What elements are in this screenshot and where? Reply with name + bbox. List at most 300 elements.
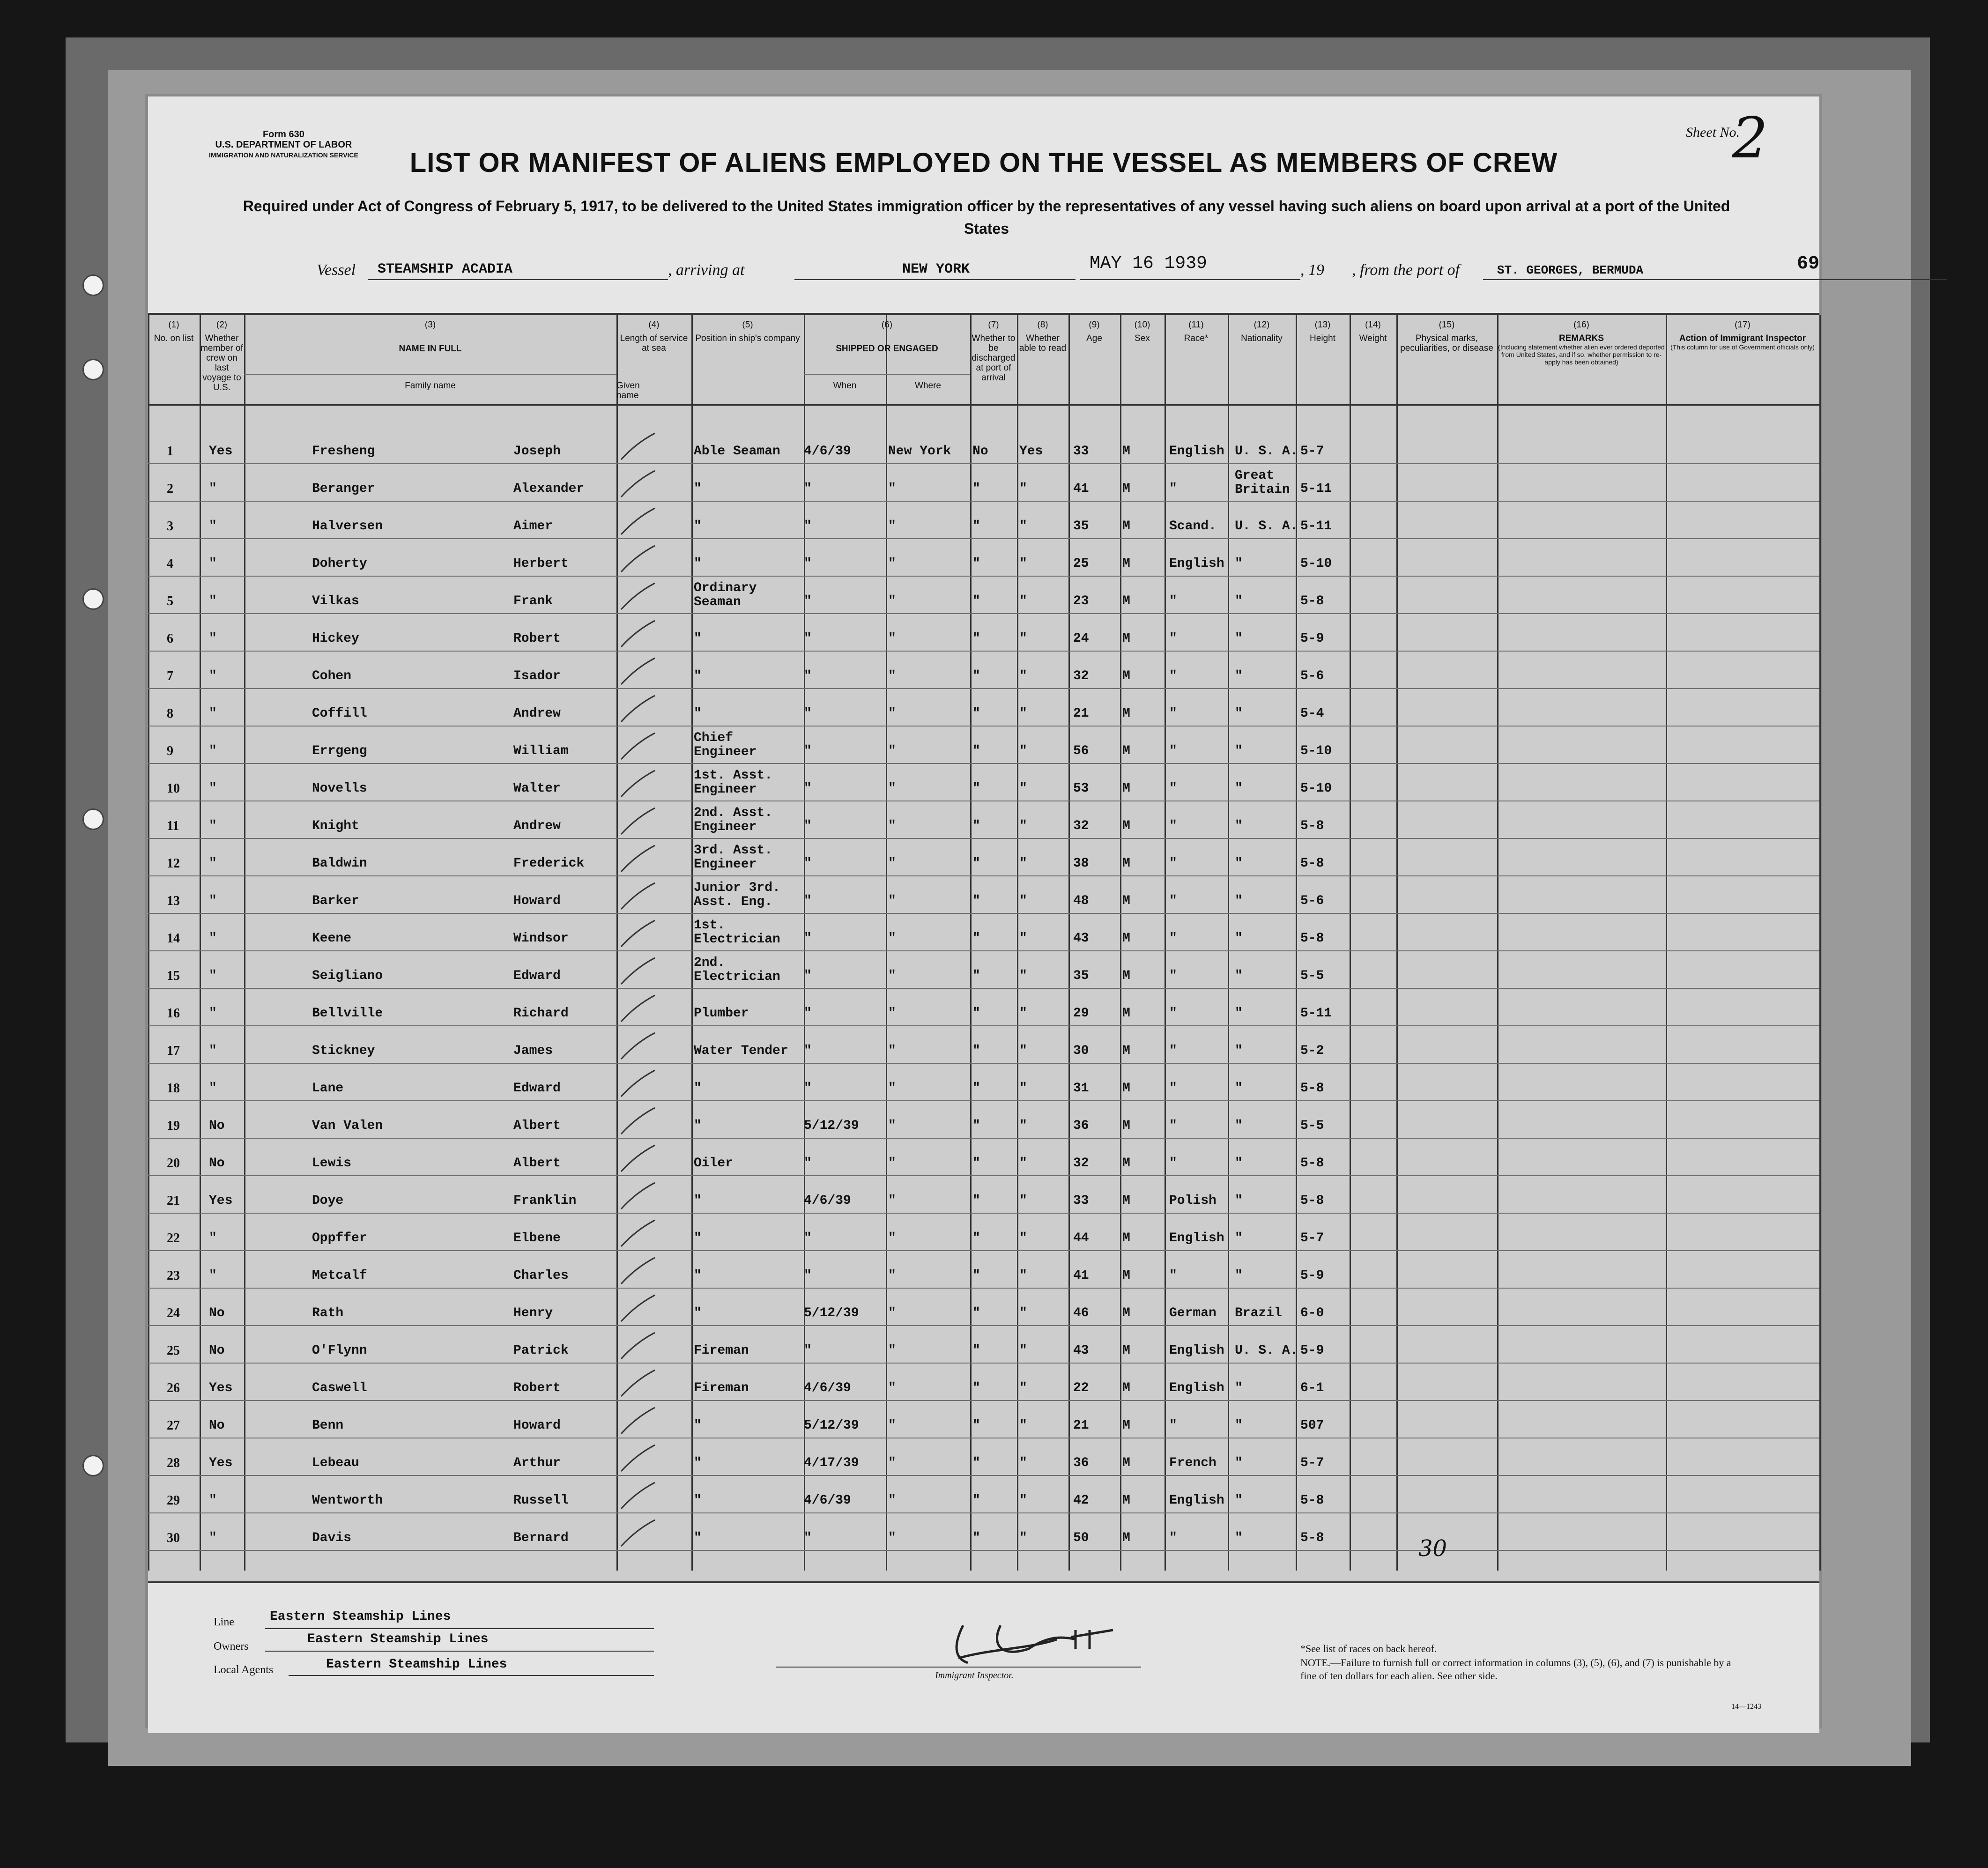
cell-when: 4/6/39 <box>804 1193 851 1208</box>
cell-where: " <box>888 556 896 571</box>
crew-row <box>148 652 1819 690</box>
cell-where: " <box>888 1531 896 1545</box>
cell-last: No <box>209 1156 225 1171</box>
underline <box>1080 279 1300 280</box>
column-header <box>244 320 616 354</box>
cell-age: 44 <box>1073 1231 1089 1245</box>
fine-note: NOTE.—Failure to furnish full or correct information in columns (3), (5), (6), and (7) is punishable by a fine of ten dollars for each alien. See other side. <box>1300 1657 1731 1682</box>
cell-race: " <box>1169 931 1177 946</box>
cell-last: " <box>209 1268 217 1283</box>
cell-read: " <box>1019 1081 1027 1096</box>
check-mark <box>616 1442 659 1475</box>
from-port: ST. GEORGES, BERMUDA <box>1497 263 1644 277</box>
check-mark <box>616 1067 659 1100</box>
column-number: (17) <box>1735 320 1751 330</box>
cell-position: 1st. Asst. Engineer <box>694 768 773 797</box>
cell-position: " <box>694 669 702 683</box>
cell-no: 9 <box>167 744 173 758</box>
check-mark <box>616 1142 659 1175</box>
column-note: (Including statement whether alien ever ordered deported from United States, and if so, whether permission to re-apply has been obtained) <box>1498 343 1665 366</box>
cell-nationality: Great Britain <box>1235 468 1290 497</box>
cell-family: Halversen <box>312 519 383 534</box>
check-mark <box>616 1255 659 1288</box>
cell-family: Oppffer <box>312 1231 367 1245</box>
crew-row <box>148 1065 1819 1102</box>
cell-read: " <box>1019 1231 1027 1245</box>
cell-no: 20 <box>167 1156 180 1171</box>
cell-read: " <box>1019 1493 1027 1508</box>
cell-read: " <box>1019 1119 1027 1133</box>
cell-given: Frederick <box>513 856 585 871</box>
underline <box>265 1651 654 1652</box>
cell-discharged: " <box>972 931 980 946</box>
cell-no: 3 <box>167 519 173 534</box>
cell-no: 13 <box>167 894 180 908</box>
column-label: Whether able to read <box>1019 334 1067 353</box>
cell-sex: M <box>1122 856 1130 871</box>
cell-read: " <box>1019 482 1027 496</box>
cell-position: Water Tender <box>694 1044 788 1058</box>
cell-last: " <box>209 894 217 908</box>
cell-position: " <box>694 556 702 571</box>
cell-nationality: " <box>1235 1193 1243 1208</box>
cell-sex: M <box>1122 1156 1130 1171</box>
cell-no: 28 <box>167 1456 180 1470</box>
cell-discharged: " <box>972 1381 980 1395</box>
cell-last: " <box>209 556 217 571</box>
arriving-label: , arriving at <box>668 261 745 279</box>
cell-when: " <box>804 669 812 683</box>
crew-row <box>148 1514 1819 1552</box>
cell-sex: M <box>1122 519 1130 534</box>
check-mark <box>616 1367 659 1400</box>
cell-race: " <box>1169 669 1177 683</box>
cell-no: 15 <box>167 969 180 983</box>
cell-given: Henry <box>513 1306 553 1320</box>
cell-nationality: " <box>1235 594 1243 608</box>
cell-when: " <box>804 1231 812 1245</box>
cell-discharged: " <box>972 631 980 646</box>
cell-no: 14 <box>167 931 180 946</box>
check-mark <box>616 805 659 838</box>
cell-when: " <box>804 744 812 758</box>
crew-row <box>148 915 1819 952</box>
cell-discharged: " <box>972 594 980 608</box>
cell-age: 21 <box>1073 1418 1089 1433</box>
crew-row <box>148 1290 1819 1327</box>
crew-row <box>148 765 1819 802</box>
cell-family: Keene <box>312 931 352 946</box>
cell-discharged: " <box>972 669 980 683</box>
arrival-port: NEW YORK <box>902 261 970 277</box>
crew-row <box>148 540 1819 578</box>
cell-position: " <box>694 1193 702 1208</box>
cell-family: Coffill <box>312 706 367 721</box>
cell-discharged: " <box>972 1081 980 1096</box>
cell-discharged: " <box>972 1231 980 1245</box>
cell-height: 5-5 <box>1300 969 1324 983</box>
cell-given: Richard <box>513 1006 569 1021</box>
cell-where: " <box>888 706 896 721</box>
column-number: (9) <box>1089 320 1100 330</box>
cell-given: Andrew <box>513 706 561 721</box>
arrival-date-stamp: MAY 16 1939 <box>1090 253 1207 274</box>
cell-sex: M <box>1122 1081 1130 1096</box>
form-code: 14—1243 <box>1731 1703 1761 1711</box>
cell-height: 5-8 <box>1300 819 1324 833</box>
service-name: IMMIGRATION AND NATURALIZATION SERVICE <box>209 151 358 159</box>
column-subheader: When <box>833 381 857 391</box>
cell-sex: M <box>1122 556 1130 571</box>
cell-when: " <box>804 819 812 833</box>
check-mark <box>616 993 659 1025</box>
cell-read: " <box>1019 781 1027 796</box>
cell-age: 35 <box>1073 969 1089 983</box>
cell-sex: M <box>1122 669 1130 683</box>
check-mark <box>616 918 659 950</box>
cell-sex: M <box>1122 969 1130 983</box>
cell-age: 35 <box>1073 519 1089 534</box>
cell-discharged: " <box>972 969 980 983</box>
year-label: , 19 <box>1300 261 1324 279</box>
column-label: Action of Immigrant Inspector <box>1679 334 1806 343</box>
cell-where: " <box>888 1381 896 1395</box>
cell-read: " <box>1019 1531 1027 1545</box>
cell-where: " <box>888 1081 896 1096</box>
cell-discharged: " <box>972 856 980 871</box>
cell-position: Able Seaman <box>694 444 780 459</box>
cell-race: " <box>1169 894 1177 908</box>
column-header <box>691 320 804 343</box>
cell-family: Van Valen <box>312 1119 383 1133</box>
form-number: Form 630 <box>262 129 304 140</box>
cell-race: English <box>1169 1343 1224 1358</box>
cell-discharged: " <box>972 819 980 833</box>
column-number: (1) <box>168 320 179 330</box>
cell-last: " <box>209 1231 217 1245</box>
column-header <box>616 320 691 353</box>
cell-discharged: " <box>972 1306 980 1320</box>
cell-where: " <box>888 744 896 758</box>
cell-when: 4/6/39 <box>804 1381 851 1395</box>
column-label: Sex <box>1135 334 1150 343</box>
cell-nationality: U. S. A. <box>1235 1343 1298 1358</box>
cell-position: 2nd. Electrician <box>694 956 780 984</box>
cell-nationality: " <box>1235 856 1243 871</box>
cell-race: " <box>1169 969 1177 983</box>
cell-when: " <box>804 856 812 871</box>
cell-no: 8 <box>167 706 173 721</box>
cell-when: " <box>804 1044 812 1058</box>
cell-where: " <box>888 1456 896 1470</box>
cell-sex: M <box>1122 706 1130 721</box>
cell-height: 5-7 <box>1300 1456 1324 1470</box>
cell-position: " <box>694 1119 702 1133</box>
cell-discharged: " <box>972 556 980 571</box>
cell-family: Doye <box>312 1193 344 1208</box>
cell-read: Yes <box>1019 444 1043 459</box>
cell-when: " <box>804 631 812 646</box>
cell-last: " <box>209 969 217 983</box>
manifest-subtitle: Required under Act of Congress of February 5, 1917, to be delivered to the United States immigration officer by the representatives of any vessel having such aliens on board upon arrival at a port of the United States <box>243 198 1730 237</box>
underline <box>265 1628 654 1629</box>
underline <box>794 279 1076 280</box>
cell-nationality: " <box>1235 969 1243 983</box>
cell-last: Yes <box>209 1456 233 1470</box>
cell-nationality: " <box>1235 631 1243 646</box>
cell-height: 5-8 <box>1300 931 1324 946</box>
manifest-header <box>148 96 1819 315</box>
sheet-number-label: Sheet No. <box>1686 125 1740 140</box>
column-header <box>148 320 200 343</box>
cell-position: Fireman <box>694 1381 749 1395</box>
cell-age: 21 <box>1073 706 1089 721</box>
crew-row <box>148 1140 1819 1177</box>
cell-no: 1 <box>167 444 173 459</box>
cell-family: Vilkas <box>312 594 359 608</box>
check-mark <box>616 955 659 988</box>
cell-height: 6-0 <box>1300 1306 1324 1320</box>
cell-last: " <box>209 1081 217 1096</box>
cell-where: " <box>888 1044 896 1058</box>
check-mark <box>616 1180 659 1213</box>
cell-race: Polish <box>1169 1193 1217 1208</box>
vessel-line <box>317 250 1820 283</box>
cell-race: " <box>1169 706 1177 721</box>
cell-discharged: " <box>972 1156 980 1171</box>
cell-nationality: " <box>1235 744 1243 758</box>
cell-where: " <box>888 894 896 908</box>
column-header <box>1296 320 1350 343</box>
cell-no: 2 <box>167 482 173 496</box>
cell-discharged: " <box>972 1006 980 1021</box>
column-header <box>200 320 244 393</box>
column-label: No. on list <box>154 334 194 343</box>
cell-given: Robert <box>513 1381 561 1395</box>
cell-race: " <box>1169 819 1177 833</box>
cell-read: " <box>1019 556 1027 571</box>
cell-given: Arthur <box>513 1456 561 1470</box>
cell-when: 5/12/39 <box>804 1306 859 1320</box>
check-mark <box>616 768 659 801</box>
cell-no: 12 <box>167 856 180 871</box>
cell-height: 5-9 <box>1300 1343 1324 1358</box>
cell-given: Bernard <box>513 1531 569 1545</box>
cell-race: " <box>1169 482 1177 496</box>
cell-family: Barker <box>312 894 359 908</box>
column-label: REMARKS <box>1558 334 1604 343</box>
crew-row <box>148 428 1819 465</box>
cell-age: 42 <box>1073 1493 1089 1508</box>
cell-no: 10 <box>167 781 180 796</box>
cell-race: English <box>1169 556 1224 571</box>
cell-height: 5-8 <box>1300 1493 1324 1508</box>
cell-nationality: " <box>1235 706 1243 721</box>
cell-when: " <box>804 706 812 721</box>
cell-read: " <box>1019 1381 1027 1395</box>
cell-age: 50 <box>1073 1531 1089 1545</box>
cell-family: Cohen <box>312 669 352 683</box>
cell-given: Aimer <box>513 519 553 534</box>
cell-nationality: " <box>1235 556 1243 571</box>
cell-given: Howard <box>513 1418 561 1433</box>
cell-when: " <box>804 594 812 608</box>
cell-age: 43 <box>1073 931 1089 946</box>
cell-last: " <box>209 519 217 534</box>
underline <box>289 1675 654 1676</box>
check-mark <box>616 1030 659 1063</box>
cell-given: Howard <box>513 894 561 908</box>
cell-where: " <box>888 669 896 683</box>
cell-last: " <box>209 1493 217 1508</box>
cell-position: 3rd. Asst. Engineer <box>694 843 773 872</box>
cell-age: 22 <box>1073 1381 1089 1395</box>
cell-height: 6-1 <box>1300 1381 1324 1395</box>
column-label: NAME IN FULL <box>399 344 462 354</box>
check-mark <box>616 468 659 501</box>
cell-nationality: " <box>1235 781 1243 796</box>
cell-given: Frank <box>513 594 553 608</box>
cell-discharged: " <box>972 1268 980 1283</box>
cell-race: English <box>1169 1231 1224 1245</box>
cell-sex: M <box>1122 1119 1130 1133</box>
cell-nationality: " <box>1235 1418 1243 1433</box>
column-number: (5) <box>742 320 753 330</box>
cell-nationality: " <box>1235 1381 1243 1395</box>
cell-read: " <box>1019 1306 1027 1320</box>
cell-when: " <box>804 556 812 571</box>
cell-where: " <box>888 781 896 796</box>
sheet-number-value: 2 <box>1732 106 1768 171</box>
cell-when: " <box>804 1081 812 1096</box>
column-number: (12) <box>1254 320 1270 330</box>
check-mark <box>616 1292 659 1325</box>
cell-family: Stickney <box>312 1044 375 1058</box>
cell-height: 5-10 <box>1300 781 1332 796</box>
cell-sex: M <box>1122 1531 1130 1545</box>
cell-age: 53 <box>1073 781 1089 796</box>
manifest-footer <box>148 1581 1819 1733</box>
cell-sex: M <box>1122 1343 1130 1358</box>
cell-age: 29 <box>1073 1006 1089 1021</box>
cell-race: English <box>1169 1493 1224 1508</box>
inspector-signature <box>935 1611 1150 1668</box>
cell-no: 25 <box>167 1343 180 1358</box>
cell-discharged: " <box>972 781 980 796</box>
cell-race: " <box>1169 594 1177 608</box>
cell-last: " <box>209 594 217 608</box>
column-header <box>1165 320 1228 343</box>
cell-sex: M <box>1122 1193 1130 1208</box>
column-label: Nationality <box>1241 334 1283 343</box>
cell-height: 5-10 <box>1300 744 1332 758</box>
cell-nationality: " <box>1235 1456 1243 1470</box>
cell-family: Wentworth <box>312 1493 383 1508</box>
vessel-label: Vessel <box>317 261 356 279</box>
cell-height: 5-11 <box>1300 482 1332 496</box>
cell-given: James <box>513 1044 553 1058</box>
check-mark <box>616 1405 659 1438</box>
cell-read: " <box>1019 819 1027 833</box>
cell-sex: M <box>1122 1306 1130 1320</box>
cell-family: Doherty <box>312 556 367 571</box>
cell-read: " <box>1019 969 1027 983</box>
cell-family: Benn <box>312 1418 344 1433</box>
cell-sex: M <box>1122 819 1130 833</box>
cell-age: 43 <box>1073 1343 1089 1358</box>
cell-read: " <box>1019 1268 1027 1283</box>
cell-where: " <box>888 1231 896 1245</box>
cell-where: " <box>888 931 896 946</box>
cell-height: 5-4 <box>1300 706 1324 721</box>
cell-family: Davis <box>312 1531 352 1545</box>
cell-height: 5-9 <box>1300 1268 1324 1283</box>
crew-row <box>148 1027 1819 1065</box>
cell-sex: M <box>1122 444 1130 459</box>
binder-hole <box>82 359 104 380</box>
cell-height: 507 <box>1300 1418 1324 1433</box>
cell-given: Herbert <box>513 556 569 571</box>
cell-given: Alexander <box>513 482 585 496</box>
column-label: Race* <box>1184 334 1209 343</box>
cell-last: Yes <box>209 1381 233 1395</box>
column-header <box>1068 320 1120 343</box>
cell-family: Errgeng <box>312 744 367 758</box>
cell-read: " <box>1019 1343 1027 1358</box>
cell-discharged: " <box>972 1044 980 1058</box>
crew-row <box>148 802 1819 840</box>
cell-age: 23 <box>1073 594 1089 608</box>
cell-when: 4/6/39 <box>804 1493 851 1508</box>
cell-height: 5-6 <box>1300 894 1324 908</box>
inspector-label: Immigrant Inspector. <box>935 1670 1014 1681</box>
cell-nationality: " <box>1235 931 1243 946</box>
cell-height: 5-8 <box>1300 1193 1324 1208</box>
cell-height: 5-7 <box>1300 444 1324 459</box>
manifest-sheet <box>145 94 1822 1728</box>
cell-age: 41 <box>1073 1268 1089 1283</box>
cell-position: Ordinary Seaman <box>694 581 757 609</box>
cell-race: " <box>1169 1006 1177 1021</box>
cell-last: " <box>209 1531 217 1545</box>
cell-position: " <box>694 1268 702 1283</box>
cell-sex: M <box>1122 1418 1130 1433</box>
cell-sex: M <box>1122 894 1130 908</box>
check-mark <box>616 693 659 726</box>
cell-nationality: " <box>1235 1119 1243 1133</box>
cell-where: " <box>888 594 896 608</box>
cell-position: " <box>694 1306 702 1320</box>
cell-discharged: " <box>972 1418 980 1433</box>
check-mark <box>616 655 659 688</box>
crew-row <box>148 465 1819 503</box>
cell-position: " <box>694 631 702 646</box>
cell-where: " <box>888 1418 896 1433</box>
cell-when: 5/12/39 <box>804 1119 859 1133</box>
cell-position: " <box>694 1231 702 1245</box>
owners-value: Eastern Steamship Lines <box>307 1632 489 1646</box>
cell-where: " <box>888 1119 896 1133</box>
column-label: Age <box>1086 334 1102 343</box>
cell-family: Baldwin <box>312 856 367 871</box>
cell-last: Yes <box>209 1193 233 1208</box>
cell-age: 24 <box>1073 631 1089 646</box>
cell-last: No <box>209 1119 225 1133</box>
binder-hole <box>82 274 104 296</box>
column-subheader: Family name <box>405 381 456 391</box>
cell-no: 21 <box>167 1193 180 1208</box>
cell-discharged: " <box>972 894 980 908</box>
